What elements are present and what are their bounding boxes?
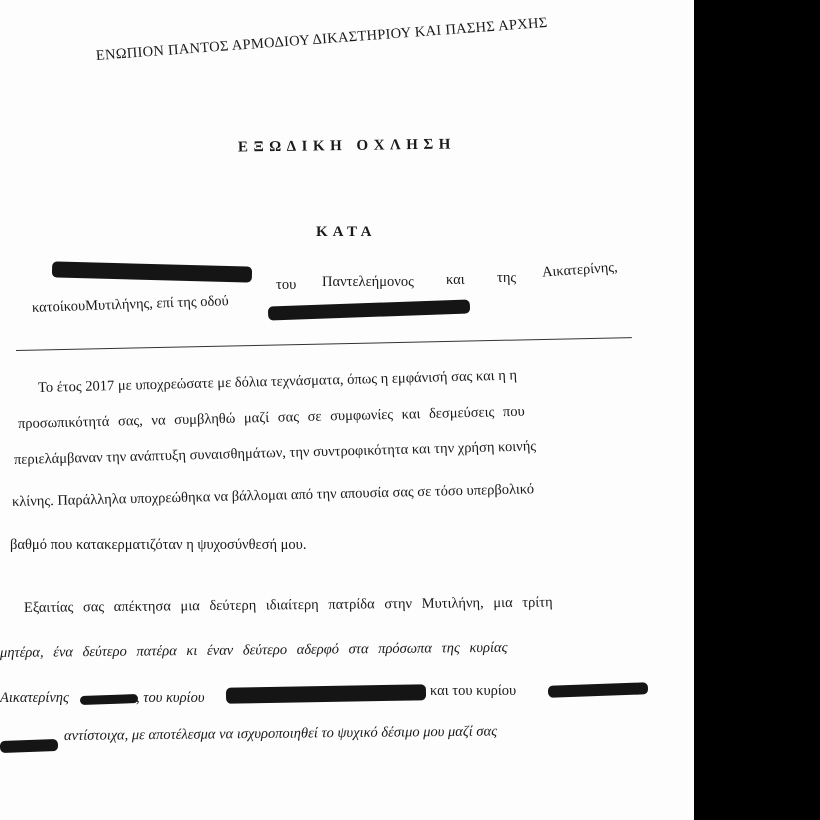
addressee-word: του <box>276 277 297 293</box>
court-heading: ΕΝΩΠΙΟΝ ΠΑΝΤΟΣ ΑΡΜΟΔΙΟΥ ΔΙΚΑΣΤΗΡΙΟΥ ΚΑΙ ΠΑΣΗΣ ΑΡΧΗΣ <box>95 14 549 64</box>
addressee-residence: κατοίκουΜυτιλήνης, επί της οδού <box>31 293 229 316</box>
redacted-brother-surname <box>0 739 58 753</box>
addressee-word: της <box>497 270 517 286</box>
paragraph2-text: , του κυρίου <box>136 690 205 706</box>
paragraph2-mother-name: Αικατερίνης <box>0 690 69 706</box>
redacted-father-name <box>226 684 426 703</box>
against-heading: ΚΑΤΑ <box>316 224 377 240</box>
background-margin <box>694 0 820 820</box>
paragraph1-line: προσωπικότητά σας, να συμβληθώ μαζί σας σε συμφωνίες και δεσμεύσεις που <box>17 403 525 432</box>
paragraph2-text: και του κυρίου <box>430 683 517 699</box>
redacted-surname <box>80 694 138 705</box>
divider-line <box>16 337 632 351</box>
paragraph1-line: βαθμό που κατακερματιζόταν η ψυχοσύνθεσή μου. <box>10 537 307 553</box>
addressee-mother: Αικατερίνης, <box>541 259 619 281</box>
redacted-name <box>52 261 252 282</box>
paragraph2-line: μητέρα, ένα δεύτερο πατέρα κι έναν δεύτερο αδερφό στα πρόσωπα της κυρίας <box>0 639 508 661</box>
paragraph1-line: περιελάμβαναν την ανάπτυξη συναισθημάτων, την συντροφικότητα και την χρήση κοινής <box>13 438 537 468</box>
addressee-word: και <box>446 272 465 288</box>
paragraph2-line: αντίστοιχα, με αποτέλεσμα να ισχυροποιηθεί το ψυχικό δέσιμο μου μαζί σας <box>63 723 498 744</box>
addressee-father: Παντελεήμονος <box>322 274 414 290</box>
document-title: ΕΞΩΔΙΚΗ ΟΧΛΗΣΗ <box>237 136 457 156</box>
redacted-street <box>268 299 470 320</box>
redacted-brother-name <box>548 682 648 697</box>
paragraph2-line: Εξαιτίας σας απέκτησα μια δεύτερη ιδιαίτερη πατρίδα στην Μυτιλήνη, μια τρίτη <box>23 594 553 616</box>
paragraph1-line: Το έτος 2017 με υποχρεώσατε με δόλια τεχνάσματα, όπως η εμφάνισή σας και η η <box>37 367 518 396</box>
paragraph1-line: κλίνης. Παράλληλα υποχρεώθηκα να βάλλομαι από την απουσία σας σε τόσο υπερβολικό <box>11 481 535 510</box>
